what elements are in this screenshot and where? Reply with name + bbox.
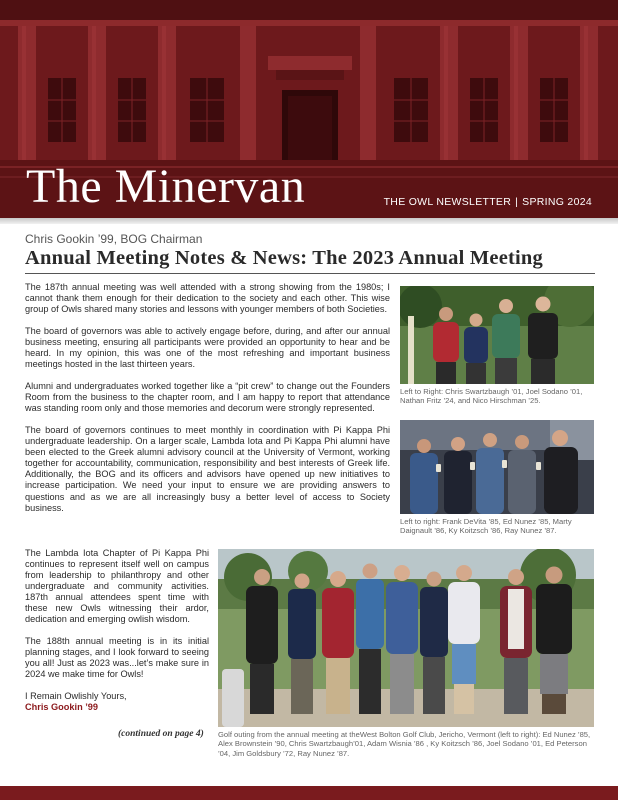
article-paragraph: The board of governors was able to actively engage before, during, and after our annual business meeting, ensuring all participants were provided an opportunity to hear and be heard. In my opinion, this was one of the most refreshing and important business meetings hosted in the last thirteen years. <box>25 326 390 370</box>
footer-bar <box>0 786 618 800</box>
photo-group-four <box>400 286 594 384</box>
issue-label: SPRING 2024 <box>522 196 592 208</box>
photo-caption: Left to Right: Chris Swartzbaugh ’01, Joel Sodano ’01, Nathan Fritz ’24, and Nico Hirschman ’25. <box>400 387 583 406</box>
article-paragraph: The 187th annual meeting was well attended with a strong showing from the 1980s; I cannot thank them enough for their dedication to the society and each other. This wise group of Owls shared many stories and lessons with younger members of both Societies. <box>25 282 390 315</box>
headline-rule <box>25 273 595 274</box>
tagline-separator: | <box>515 196 519 208</box>
article-paragraph: The board of governors continues to meet monthly in coordination with Pi Kappa Phi undergraduate leadership. On a larger scale, Lambda Iota and Pi Kappa Phi alumni have been elected to the Greek alumni advisory council at the University of Vermont, working together for accountability, communication, responsibility and best interests of Greek life. Additionally, the BOG and its officers and advisors have opened up new initiatives to increase participation. We need your input to ensure we are providing answers to questions and as we are all increasingly busy a better level of access to Society business. <box>25 425 390 513</box>
photo-caption: Left to right: Frank DeVita ’85, Ed Nunez ’85, Marty Daignault ’86, Ky Koitzsch ’86, Ray Nunez ’87. <box>400 517 572 536</box>
photo-image <box>400 420 594 514</box>
masthead <box>0 0 618 218</box>
article-body <box>25 282 390 525</box>
article-headline: Annual Meeting Notes & News: The 2023 Annual Meeting <box>25 247 543 269</box>
continued-note: (continued on page 4) <box>118 729 204 739</box>
closing-line: I Remain Owlishly Yours, <box>25 691 127 702</box>
newsletter-tagline <box>384 196 592 208</box>
photo-image <box>218 549 594 727</box>
article-paragraph: Alumni and undergraduates worked together like a “pit crew” to change out the Founders Room from the business to the chapter room, and I am happy to report that attendance was standing room only and those memories and decorum were strongly represented. <box>25 381 390 414</box>
newsletter-title: The Minervan <box>26 160 306 213</box>
photo-caption: Golf outing from the annual meeting at theWest Bolton Golf Club, Jericho, Vermont (left to right): Ed Nunez ’85, Alex Brownstein ’90, Chris Swartzbaugh’01, Adam Wisnia ’86 , Ky Koitzsch ’86, Joel Sodano ’01, Ed Peterson ’04, Jim Goldsbury ’72, Ray Nunez ’87. <box>218 730 591 758</box>
author-signature: Chris Gookin ’99 <box>25 702 99 713</box>
article-paragraph: The Lambda Iota Chapter of Pi Kappa Phi continues to represent itself well on campus from leadership to philanthropy and other undergraduate and community activities. 187th annual attendees spent time with these new Owls witnessing their ardor, dedication and emerging owlish wisdom. <box>25 548 209 625</box>
article-byline: Chris Gookin ’99, BOG Chairman <box>25 232 203 246</box>
article-body-narrow <box>25 548 209 713</box>
article-paragraph: The 188th annual meeting is in its initial planning stages, and I look forward to seeing you all! Just as 2023 was...let’s make sure in 2024 we make time for Owls! <box>25 636 209 680</box>
photo-group-five <box>400 420 594 514</box>
newsletter-name: THE OWL NEWSLETTER <box>383 196 512 208</box>
header-divider-band <box>0 218 618 224</box>
photo-golf-outing <box>218 549 594 727</box>
photo-image <box>400 286 594 384</box>
